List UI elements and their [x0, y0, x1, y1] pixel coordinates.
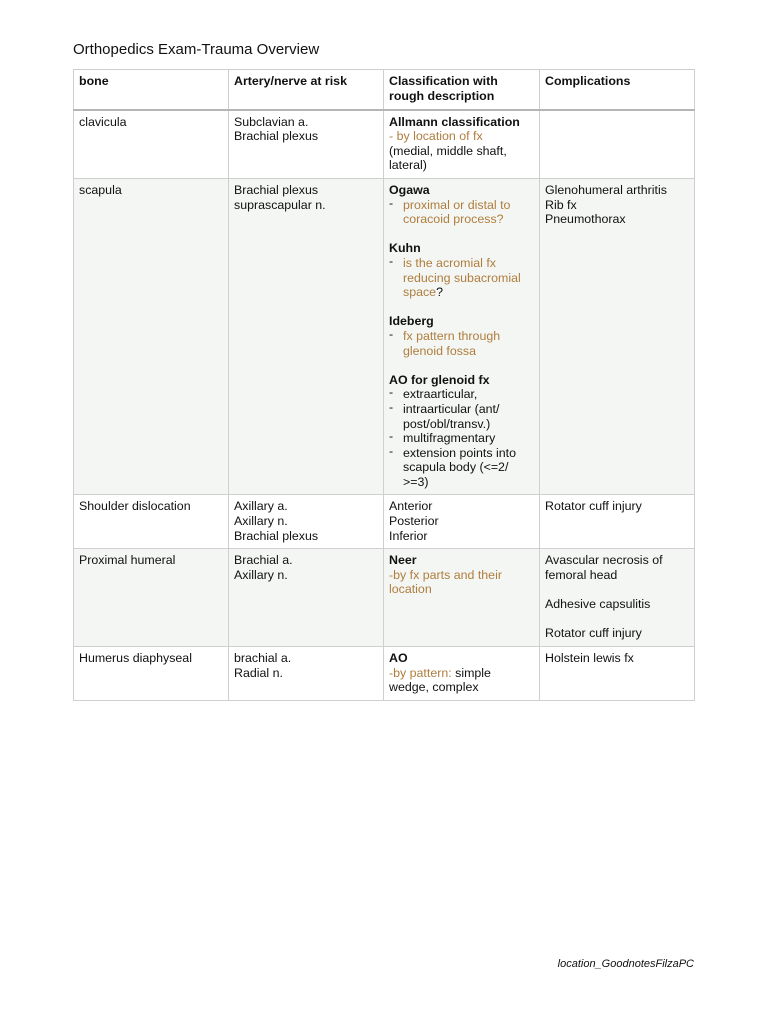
- classification-list: [389, 198, 534, 227]
- list-item: [389, 256, 534, 300]
- table-row: [74, 495, 695, 549]
- classification-title: AO: [389, 651, 408, 666]
- table-row: [74, 549, 695, 647]
- classification-cell: [384, 647, 540, 701]
- complication-line: Rotator cuff injury: [545, 626, 642, 641]
- artery-cell: [229, 495, 384, 549]
- complications-cell: Holstein lewis fx: [540, 647, 695, 701]
- footer-note: location_GoodnotesFilzaPC: [557, 958, 694, 970]
- list-item-suffix: ?: [436, 285, 443, 300]
- header-bone: bone: [74, 70, 229, 110]
- artery-line: Brachial plexus: [234, 528, 319, 543]
- classification-description: - by location of fx: [389, 129, 483, 144]
- table-row: [74, 179, 695, 495]
- artery-line: Axillary n.: [234, 514, 288, 529]
- list-item: - intraarticular (ant/ post/obl/transv.): [389, 402, 534, 431]
- classification-description: -by fx parts and their location: [389, 567, 502, 597]
- list-item: - fx pattern through glenoid fossa: [389, 329, 534, 358]
- artery-cell: [229, 647, 384, 701]
- artery-cell: [229, 179, 384, 495]
- table-row: [74, 110, 695, 179]
- classification-cell: [384, 110, 540, 179]
- trauma-table: [73, 69, 695, 701]
- classification-group-ao: [389, 373, 534, 490]
- classification-title: Allmann classification: [389, 114, 520, 129]
- complication-line: Rib fx: [545, 197, 577, 212]
- bone-cell: Humerus diaphyseal: [74, 647, 229, 701]
- classification-detail: (medial, middle shaft, lateral): [389, 143, 507, 173]
- artery-cell: [229, 110, 384, 179]
- classification-detail: simple wedge, complex: [389, 665, 491, 695]
- artery-line: Brachial a.: [234, 553, 293, 568]
- page-title: Orthopedics Exam-Trauma Overview: [73, 41, 320, 58]
- classification-description: [389, 666, 534, 695]
- table-header-row: [74, 70, 695, 110]
- classification-list: [389, 329, 534, 358]
- artery-line: Brachial plexus: [234, 183, 319, 197]
- complications-cell: [540, 549, 695, 647]
- classification-group-kuhn: [389, 241, 534, 299]
- list-item: - proximal or distal to coracoid process?: [389, 198, 534, 227]
- header-classification: Classification with rough description: [384, 70, 540, 110]
- list-item-text: is the acromial fx reducing subacromial space: [403, 255, 521, 300]
- list-item: - multifragmentary: [389, 431, 534, 446]
- complication-line: Glenohumeral arthritis: [545, 183, 667, 197]
- artery-line: suprascapular n.: [234, 197, 326, 212]
- classification-cell: [384, 495, 540, 549]
- complication-line: Avascular necrosis of femoral head: [545, 553, 663, 582]
- classification-line: Inferior: [389, 528, 428, 543]
- classification-orange-text: -by pattern:: [389, 665, 452, 680]
- classification-line: Posterior: [389, 514, 439, 529]
- artery-line: Axillary a.: [234, 499, 288, 514]
- classification-group-ogawa: [389, 183, 534, 227]
- artery-line: Subclavian a.: [234, 114, 309, 129]
- bone-cell: clavicula: [74, 110, 229, 179]
- classification-title: Ogawa: [389, 183, 430, 197]
- classification-title: AO for glenoid fx: [389, 372, 490, 387]
- complications-cell: [540, 110, 695, 179]
- classification-list: [389, 256, 534, 300]
- complications-cell: Rotator cuff injury: [540, 495, 695, 549]
- complication-line: Adhesive capsulitis: [545, 597, 651, 612]
- bone-cell: Shoulder dislocation: [74, 495, 229, 549]
- header-complications: Complications: [540, 70, 695, 110]
- artery-cell: [229, 549, 384, 647]
- list-item: - extension points into scapula body (<=2/ >=3): [389, 446, 534, 490]
- classification-cell: [384, 179, 540, 495]
- bone-cell: scapula: [74, 179, 229, 495]
- classification-title: Ideberg: [389, 314, 434, 329]
- classification-cell: [384, 549, 540, 647]
- classification-title: Kuhn: [389, 241, 421, 256]
- classification-title: Neer: [389, 553, 417, 568]
- artery-line: brachial a.: [234, 651, 292, 666]
- bone-cell: Proximal humeral: [74, 549, 229, 647]
- artery-line: Brachial plexus: [234, 129, 319, 144]
- complication-line: Pneumothorax: [545, 212, 626, 227]
- classification-group-ideberg: [389, 314, 534, 358]
- artery-line: Radial n.: [234, 665, 283, 680]
- complications-cell: [540, 179, 695, 495]
- list-item: - extraarticular,: [389, 387, 534, 402]
- classification-list: [389, 387, 534, 489]
- classification-line: Anterior: [389, 499, 433, 514]
- artery-line: Axillary n.: [234, 567, 288, 582]
- table-row: [74, 647, 695, 701]
- header-artery-nerve: Artery/nerve at risk: [229, 70, 384, 110]
